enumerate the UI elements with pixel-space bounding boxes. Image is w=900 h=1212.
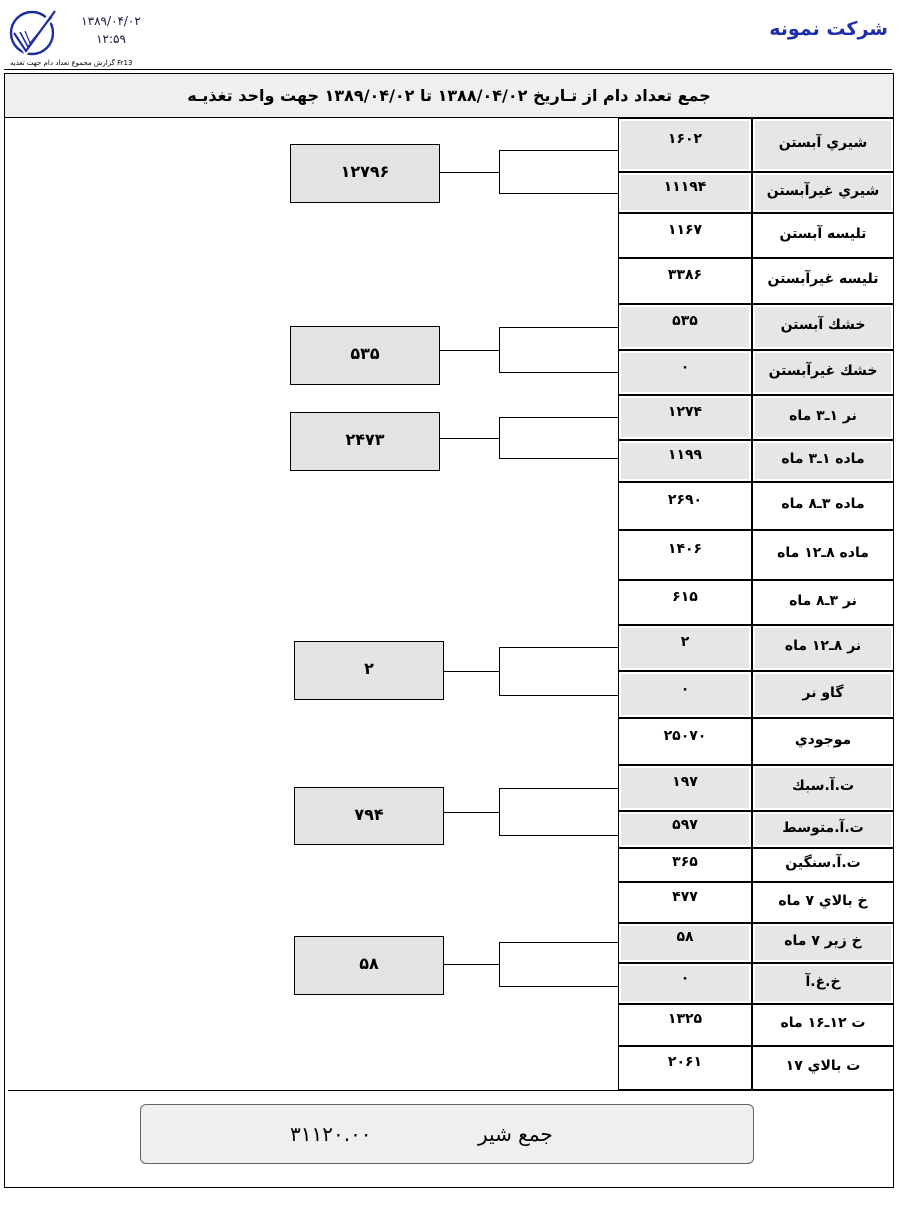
milk-total-label: جمع شير	[478, 1122, 553, 1146]
row-value: ۱۱۱۹۴	[663, 179, 707, 195]
row-value: ۲	[680, 634, 690, 650]
row-value: ۵۹۷	[672, 817, 698, 833]
row-label: شيري آبستن	[778, 135, 868, 151]
bracket-connector	[499, 647, 500, 696]
row-value: ۱۱۹۹	[667, 447, 703, 463]
bracket-connector	[444, 964, 499, 965]
row-label: ت.آ.سبك	[791, 778, 855, 794]
group-total-value: ۲	[364, 659, 374, 678]
row-value: ۱۳۲۵	[667, 1011, 703, 1027]
row-label: ت.آ.سنگين	[785, 855, 861, 871]
row-label: ت ۱۲ـ۱۶ ماه	[780, 1015, 866, 1031]
row-value: ۳۳۸۶	[667, 267, 703, 283]
row-label: ت بالاي ۱۷	[785, 1058, 861, 1074]
milk-total-box	[140, 1104, 754, 1164]
bracket-connector	[499, 788, 618, 789]
row-label: خ زير ۷ ماه	[784, 933, 862, 949]
bracket-connector	[499, 193, 618, 194]
row-value: ۱۴۰۶	[667, 541, 703, 557]
row-label: ماده ۳ـ۸ ماه	[781, 496, 865, 512]
row-label: خ.غ.آ	[805, 974, 841, 990]
row-value: ۴۷۷	[672, 889, 698, 905]
row-value: ۱۱۶۷	[667, 222, 703, 238]
bracket-connector	[499, 942, 618, 943]
row-value: ۶۱۵	[672, 589, 698, 605]
row-label: گاو نر	[802, 685, 844, 701]
company-logo-icon	[8, 6, 60, 58]
row-value: ۵۳۵	[672, 313, 698, 329]
bracket-connector	[499, 327, 618, 328]
bracket-connector	[440, 438, 499, 439]
bracket-connector	[444, 671, 499, 672]
bracket-connector	[499, 942, 500, 987]
bracket-connector	[499, 695, 618, 696]
table-bottom-line	[8, 1090, 894, 1091]
row-label: ماده ۸ـ۱۲ ماه	[777, 545, 869, 561]
row-label: خشك غيرآبستن	[768, 363, 878, 379]
row-label: موجودي	[794, 732, 852, 748]
row-value: ۱۶۰۲	[667, 131, 703, 147]
row-value: ۳۶۵	[672, 854, 698, 870]
row-value: ۵۸	[676, 929, 694, 945]
bracket-connector	[499, 150, 500, 194]
bracket-connector	[499, 986, 618, 987]
group-total-value: ۵۳۵	[350, 344, 380, 363]
bracket-connector	[499, 417, 500, 459]
bracket-connector	[499, 417, 618, 418]
row-label: ماده ۱ـ۳ ماه	[781, 451, 865, 467]
row-value: ۲۰۶۱	[667, 1054, 703, 1070]
header-divider	[4, 69, 892, 70]
report-date: ۱۳۸۹/۰۴/۰۲	[81, 14, 141, 28]
bracket-connector	[499, 835, 618, 836]
row-label: تليسه آبستن	[779, 226, 867, 242]
row-value: ۰	[680, 359, 690, 375]
group-total-value: ۵۸	[359, 954, 379, 973]
row-value: ۰	[680, 681, 690, 697]
bracket-connector	[440, 350, 499, 351]
row-label: نر ۸ـ۱۲ ماه	[784, 638, 862, 654]
bracket-connector	[444, 812, 499, 813]
bracket-connector	[440, 172, 499, 173]
report-time: ۱۲:۵۹	[96, 32, 126, 46]
report-title: جمع تعداد دام از تـاریخ ۱۳۸۸/۰۴/۰۲ تا ۱۳۸۹/۰۴/۰۲ جهت واحد تغذیـه	[187, 86, 711, 105]
bracket-connector	[499, 647, 618, 648]
bracket-connector	[499, 788, 500, 836]
bracket-connector	[499, 458, 618, 459]
row-label: خ بالاي ۷ ماه	[778, 893, 868, 909]
row-label: نر ۳ـ۸ ماه	[789, 593, 857, 609]
group-total-value: ۲۴۷۳	[345, 430, 385, 449]
milk-total-value: ۳۱۱۲۰.۰۰	[290, 1122, 372, 1146]
group-total-value: ۱۲۷۹۶	[340, 162, 390, 181]
row-label: خشك آبستن	[780, 317, 866, 333]
row-label: تليسه غيرآبستن	[767, 271, 879, 287]
group-total-value: ۷۹۴	[354, 805, 384, 824]
company-name: شرکت نمونه	[769, 18, 888, 40]
row-value: ۲۵۰۷۰	[663, 728, 707, 744]
row-label: نر ۱ـ۳ ماه	[789, 408, 857, 424]
bracket-connector	[499, 150, 618, 151]
row-label: شيري غيرآبستن	[766, 183, 880, 199]
row-label: ت.آ.متوسط	[782, 820, 864, 836]
bracket-connector	[499, 327, 500, 373]
row-value: ۱۹۷	[672, 774, 698, 790]
report-code: گزارش مجموع تعداد دام جهت تغذیه Fr13	[10, 59, 133, 67]
row-value: ۱۲۷۴	[667, 404, 703, 420]
row-value: ۲۶۹۰	[667, 492, 703, 508]
bracket-connector	[499, 372, 618, 373]
row-value: ۰	[680, 970, 690, 986]
